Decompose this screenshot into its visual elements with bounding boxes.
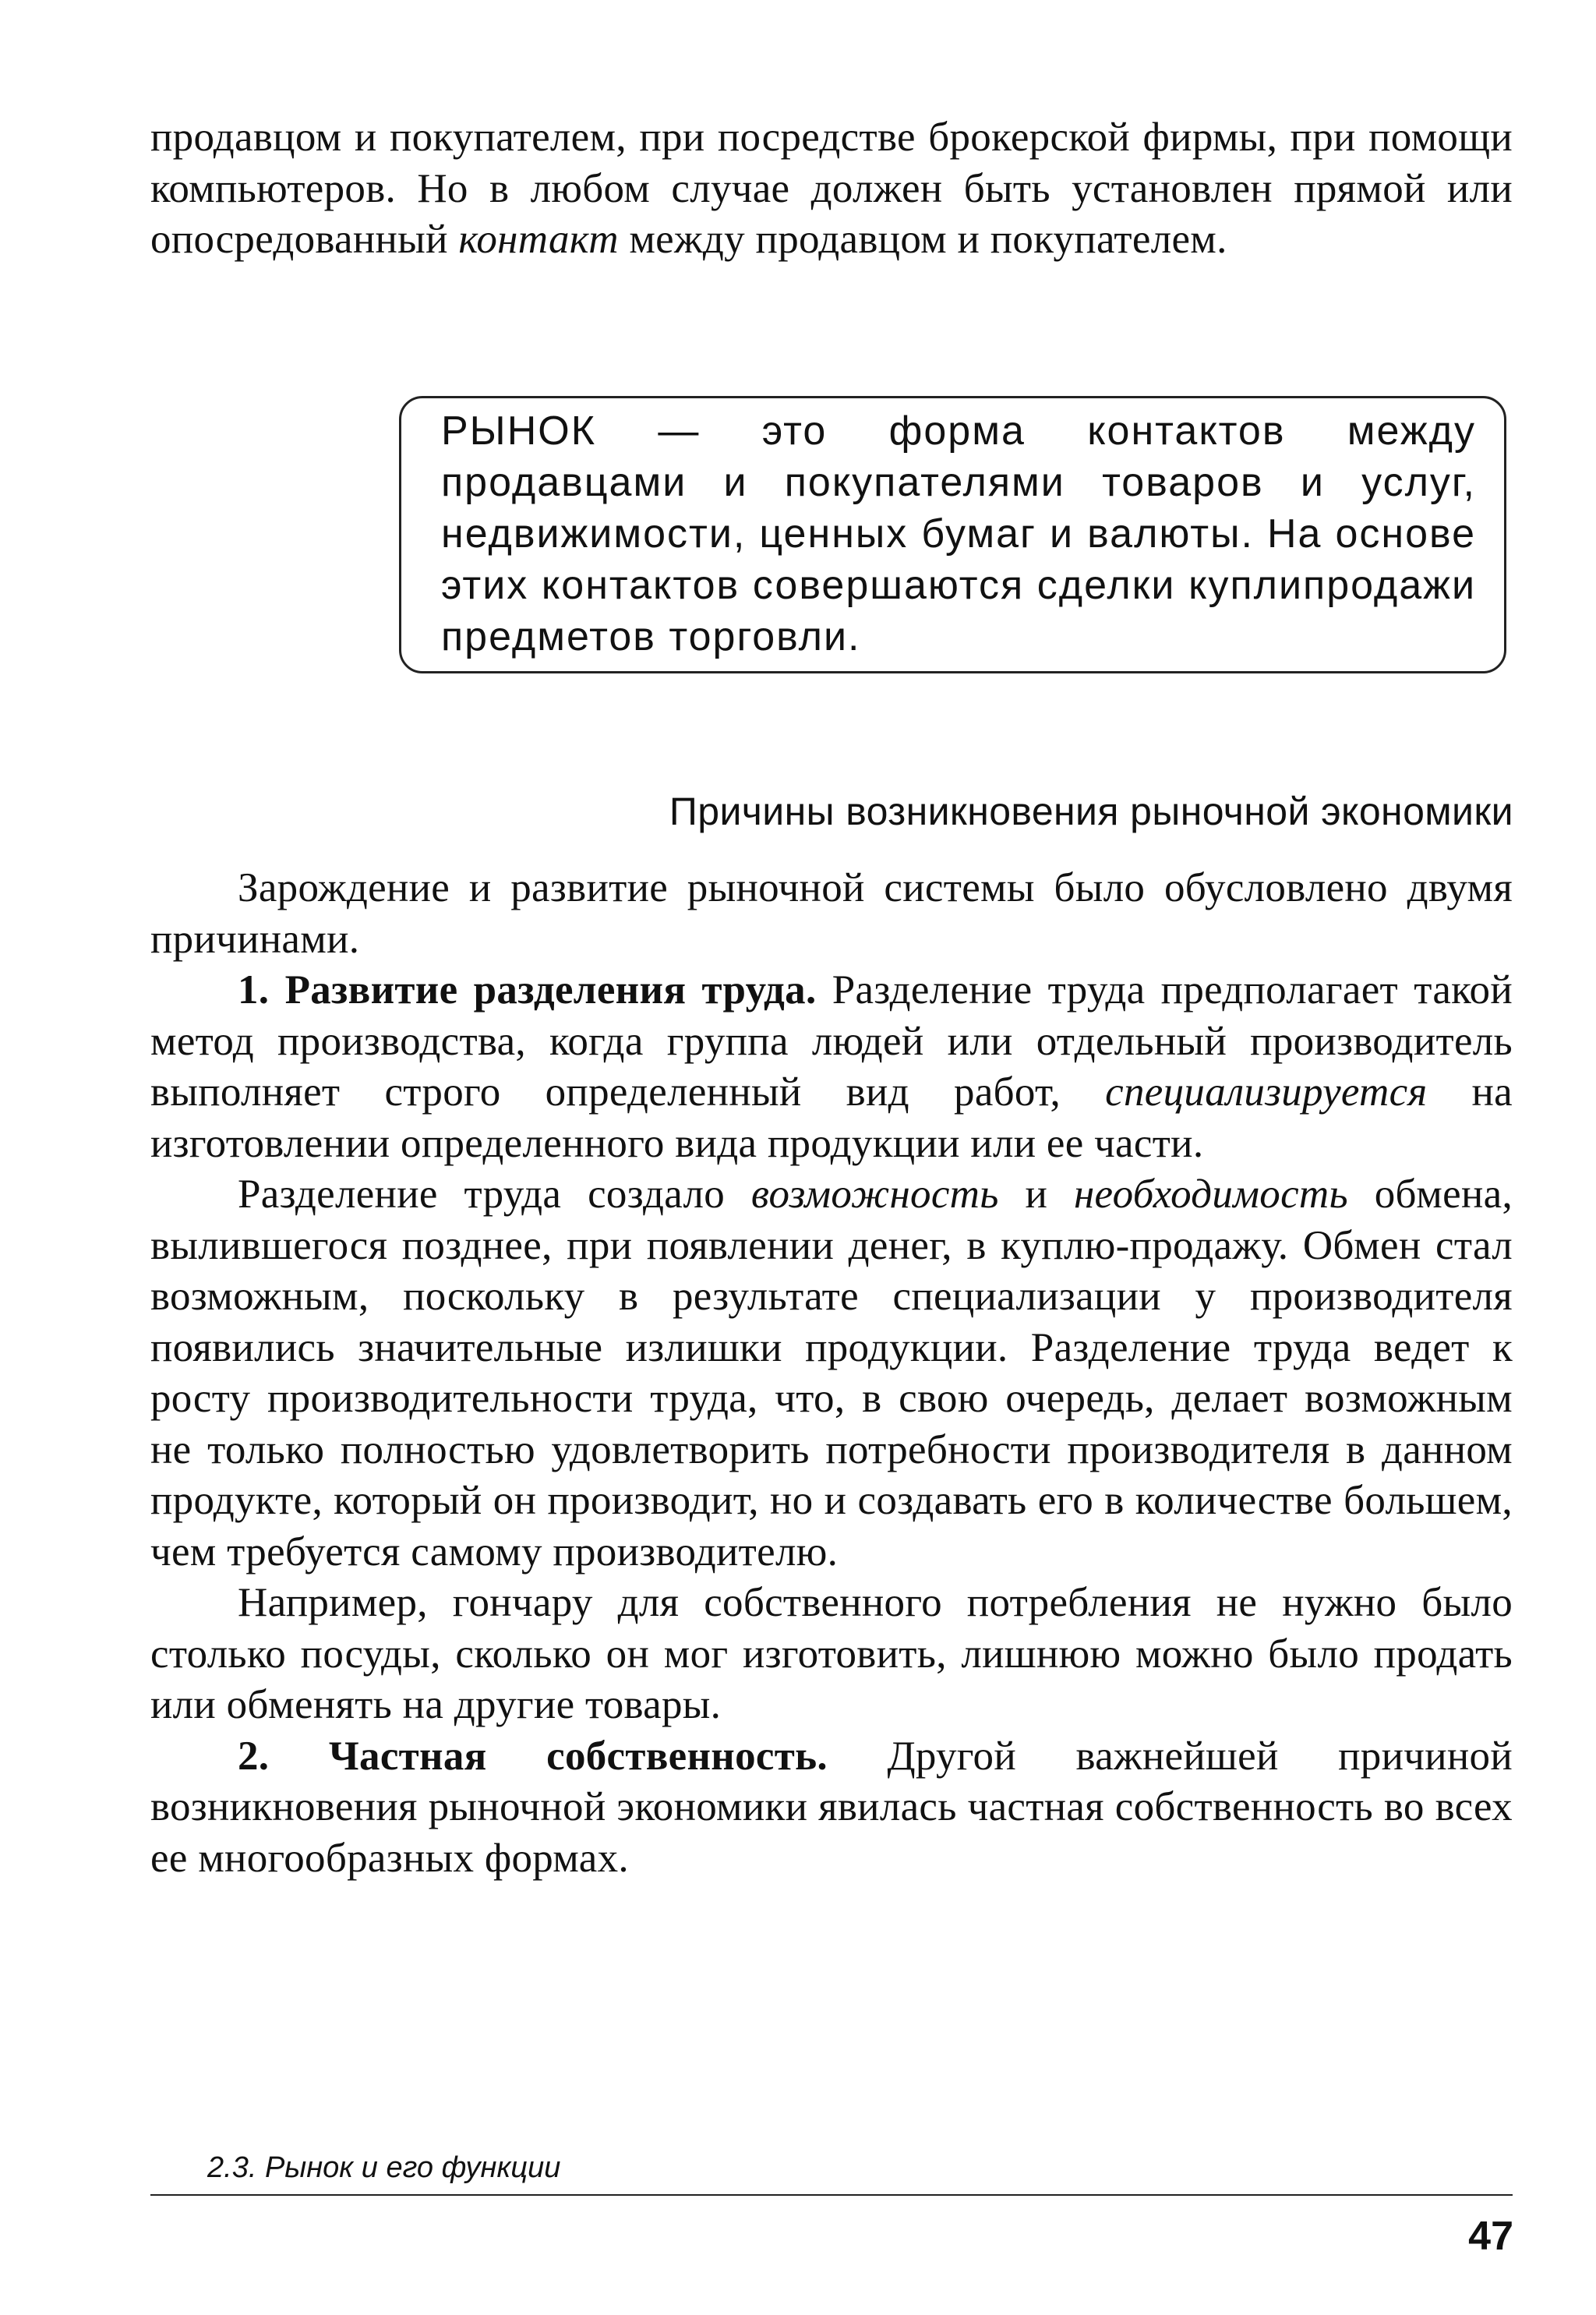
division-text-middle: и	[998, 1172, 1074, 1217]
intro-paragraph	[150, 112, 1513, 266]
section-heading: Причины возникновения рыночной экономики	[669, 790, 1513, 833]
opening-paragraph: Зарождение и развитие рыночной системы было обусловлено двумя причинами.	[150, 865, 1513, 962]
division-text-before: Разделение труда создало	[238, 1172, 751, 1217]
division-paragraph	[150, 1169, 1513, 1578]
intro-text-after: между продавцом и покупателем.	[618, 217, 1227, 262]
footer-chapter-title: 2.3. Рынок и его функции	[207, 2151, 561, 2184]
page-number: 47	[1468, 2214, 1513, 2259]
division-text-after: обмена, вылившегося позднее, при появлении денег, в куплю-продажу. Обмен стал возможным, поскольку в результате специализации у производителя появились значительные излишки продукции. Разделение труда ведет к росту производительности труда, что, в свою очередь, делает возможным не только полностью удовлетворить потребности производителя в данном продукте, который он производит, но и создавать его в количестве большем, чем требуется самому производителю.	[150, 1172, 1513, 1575]
cause-2-text: Другой важнейшей причиной возникновения рыночной экономики явилась частная собственность во всех ее многообразных формах.	[150, 1733, 1513, 1881]
definition-text: РЫНОК — это форма контактов между продавцами и покупателями товаров и услуг, недвижимости, ценных бумаг и валюты. На основе этих контактов совершаются сделки куплипродажи предметов торговли.	[441, 408, 1476, 659]
cause-2-paragraph	[150, 1731, 1513, 1885]
intro-text-before: продавцом и покупателем, при посредстве брокерской фирмы, при помощи компьютеров. Но в любом случае должен быть установлен прямой или опосредованный	[150, 115, 1513, 262]
cause-1-text-before: Разделение труда предполагает такой метод производства, когда группа людей или отдельный производитель выполняет строго определенный вид работ,	[150, 967, 1513, 1115]
cause-2-title: 2. Частная собственность.	[238, 1733, 828, 1779]
cause-1-title: 1. Развитие разделения труда.	[238, 967, 817, 1013]
cause-1-text-after: на изготовлении определенного вида продукции или ее части.	[150, 1069, 1513, 1166]
division-emphasis-possibility: возможность	[750, 1172, 999, 1217]
cause-1-paragraph	[150, 965, 1513, 1169]
intro-emphasis: контакт	[458, 217, 619, 262]
division-emphasis-necessity: необходимость	[1073, 1172, 1348, 1217]
section-body	[150, 863, 1513, 1884]
cause-1-emphasis: специализируется	[1105, 1069, 1428, 1115]
example-paragraph: Например, гончару для собственного потребления не нужно было столько посуды, сколько он мог изготовить, лишнюю можно было продать или обменять на другие товары.	[150, 1580, 1513, 1727]
footer-divider	[150, 2194, 1513, 2196]
